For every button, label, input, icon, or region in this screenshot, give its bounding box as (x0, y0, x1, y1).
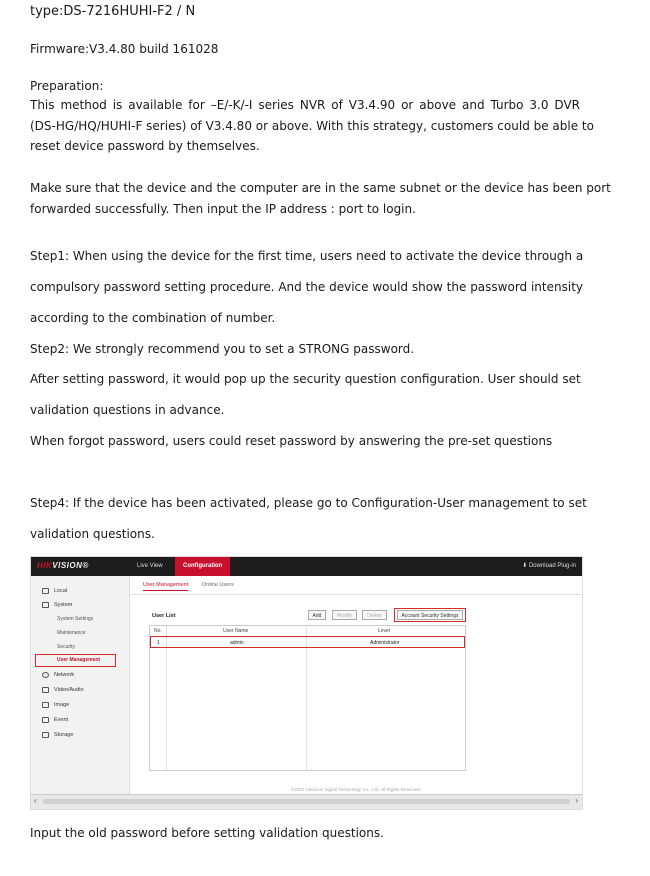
sidebar-item-system-settings[interactable]: System Settings (57, 616, 94, 622)
sidebar-item-event[interactable]: Event (42, 716, 68, 725)
scroll-right-icon[interactable]: › (575, 796, 578, 805)
subnet-line-2: forwarded successfully. Then input the IP address : port to login. (30, 202, 416, 216)
sidebar-item-network[interactable]: Network (42, 671, 74, 680)
horizontal-scrollbar[interactable] (31, 794, 582, 809)
globe-icon (42, 672, 49, 678)
header-level: Level (378, 628, 390, 634)
row-level[interactable]: Administrator (370, 640, 400, 646)
sidebar-item-system[interactable]: System (42, 601, 72, 610)
modify-button[interactable]: Modify (332, 610, 357, 620)
type-line: type:DS-7216HUHI-F2 / N (30, 4, 196, 19)
delete-button[interactable]: Delete (362, 610, 387, 620)
step4-line-1: Step4: If the device has been activated, please go to Configuration-User management to set (30, 496, 587, 510)
step1-line-2: compulsory password setting procedure. And the device would show the password intensity (30, 280, 584, 294)
scroll-left-icon[interactable]: ‹ (34, 796, 37, 805)
table-row-highlight (150, 636, 465, 648)
main-panel (130, 576, 582, 794)
account-security-settings-button[interactable]: Account Security Settings (397, 610, 463, 620)
download-plugin-link[interactable]: ⬇ Download Plug-in (522, 563, 576, 569)
row-no[interactable]: 1 (157, 640, 160, 646)
firmware-line: Firmware:V3.4.80 build 161028 (30, 42, 219, 56)
download-icon: ⬇ (522, 563, 529, 569)
header-user-name: User Name (223, 628, 249, 634)
tab-user-management[interactable]: User Management (143, 582, 188, 591)
step2-line: Step2: We strongly recommend you to set a STRONG password. (30, 342, 415, 356)
row-user-name[interactable]: admin (230, 640, 244, 646)
final-line: Input the old password before setting validation questions. (30, 826, 384, 840)
sidebar-item-user-management[interactable]: User Management (57, 657, 101, 663)
system-icon (42, 602, 49, 608)
hikvision-logo: HIKVISION® (37, 561, 89, 570)
tab-online-users[interactable]: Online Users (202, 582, 234, 588)
sidebar-item-maintenance[interactable]: Maintenance (57, 630, 86, 636)
copyright-text: ©2020 Hikvision Digital Technology Co., Ltd. All Rights Reserved. (290, 787, 422, 792)
forgot-line: When forgot password, users could reset password by answering the pre-set questions (30, 434, 553, 448)
prep-line-3: reset device password by themselves. (30, 139, 260, 153)
step4-line-2: validation questions. (30, 527, 155, 541)
camera-icon (42, 687, 49, 693)
embedded-screenshot (30, 556, 583, 810)
subnet-line-1: Make sure that the device and the computer are in the same subnet or the device has been port (30, 181, 611, 195)
nav-live-view[interactable]: Live View (137, 563, 163, 569)
sidebar-item-video-audio[interactable]: Video/Audio (42, 686, 84, 695)
sidebar-item-security[interactable]: Security (57, 644, 76, 650)
config-sidebar (31, 576, 130, 794)
sidebar-item-local[interactable]: Local (42, 587, 67, 596)
add-button[interactable]: Add (308, 610, 326, 620)
sidebar-item-image[interactable]: Image (42, 701, 69, 710)
header-no: No. (154, 628, 162, 634)
step1-line-1: Step1: When using the device for the first time, users need to activate the device through a (30, 249, 584, 263)
user-list-title: User List (152, 613, 176, 619)
user-table (149, 625, 466, 771)
storage-icon (42, 732, 49, 738)
prep-line-1: This method is available for –E/-K/-I series NVR of V3.4.90 or above and Turbo 3.0 DVR (30, 98, 580, 112)
calendar-icon (42, 717, 49, 723)
preparation-heading: Preparation: (30, 79, 104, 93)
monitor-icon (42, 588, 49, 594)
top-nav-bar (31, 557, 582, 576)
after-line-2: validation questions in advance. (30, 403, 225, 417)
prep-line-2: (DS-HG/HQ/HUHI-F series) of V3.4.80 or above. With this strategy, customers could be able to (30, 119, 594, 133)
after-line-1: After setting password, it would pop up the security question configuration. User should set (30, 372, 581, 386)
tab-divider (130, 594, 582, 595)
scroll-thumb[interactable] (43, 799, 570, 804)
nav-configuration[interactable]: Configuration (175, 557, 230, 576)
image-icon (42, 702, 49, 708)
step1-line-3: according to the combination of number. (30, 311, 276, 325)
sidebar-item-storage[interactable]: Storage (42, 731, 73, 740)
